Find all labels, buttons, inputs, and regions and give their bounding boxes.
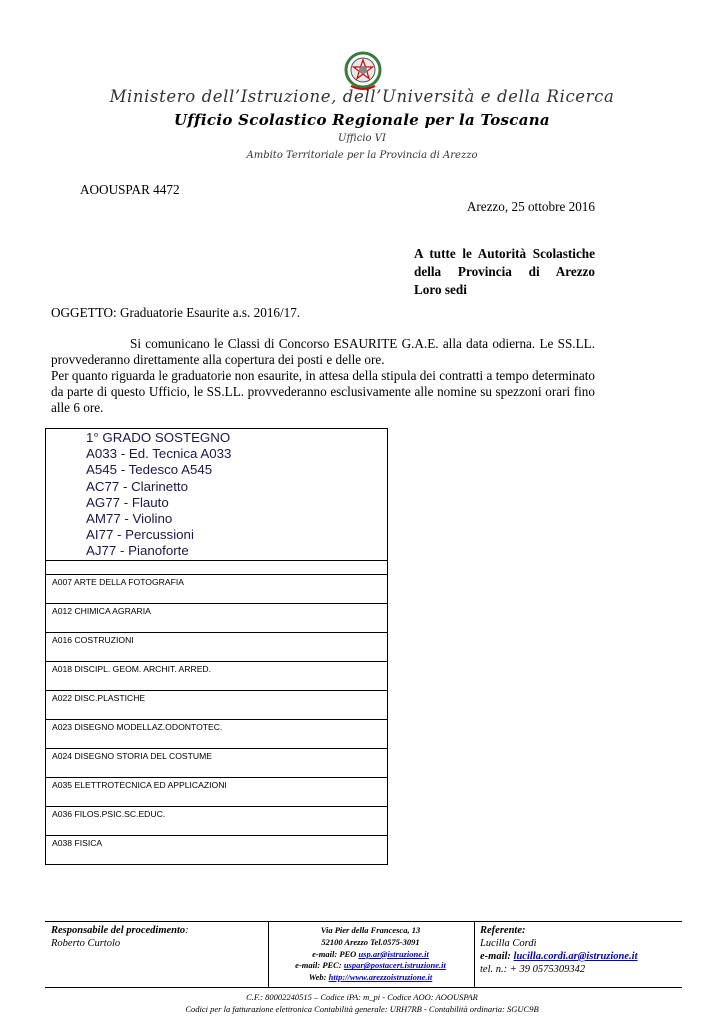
letter-date: Arezzo, 25 ottobre 2016 [466, 199, 595, 214]
table-cell: A007 ARTE DELLA FOTOGRAFIA [46, 574, 388, 603]
table-row [46, 560, 388, 574]
table-row [46, 690, 388, 719]
responsible-colon: : [185, 925, 189, 936]
ministry-name: Ministero dell’Istruzione, dell’Università e della Ricerca [109, 87, 615, 106]
pec-email-link[interactable]: uspar@postacert.istruzione.it [343, 960, 446, 971]
referent-email-link[interactable]: lucilla.cordi.ar@istruzione.it [513, 951, 638, 962]
referent-phone: tel. n.: + 39 0575309342 [480, 964, 586, 975]
office-contacts [268, 925, 473, 984]
footer-divider [45, 987, 682, 988]
table-row [46, 661, 388, 690]
responsible-block [51, 924, 264, 950]
table-cell: A018 DISCIPL. GEOM. ARCHIT. ARRED. [46, 661, 388, 690]
responsible-label: Responsabile del procedimento [51, 925, 186, 936]
fiscal-code-line: C.F.: 80002240515 – Codice iPA: m_pi - Codice AOO: AOOUSPAR [246, 992, 478, 1002]
table-row [46, 574, 388, 603]
table-cell: A016 COSTRUZIONI [46, 632, 388, 661]
exhausted-classes-cell [46, 429, 388, 561]
addressee-line: della Provincia di Arezzo [414, 264, 595, 279]
protocol-number: AOOUSPAR 4472 [80, 182, 180, 197]
table-cell: A022 DISC.PLASTICHE [46, 690, 388, 719]
exhausted-class-item: AC77 - Clarinetto [86, 478, 188, 494]
office-division: Ufficio VI [338, 133, 386, 144]
table-cell: A038 FISICA [46, 835, 388, 864]
exhausted-class-item: A545 - Tedesco A545 [86, 462, 213, 478]
exhausted-class-item: AM77 - Violino [86, 511, 173, 527]
website-link[interactable]: http://www.arezzoistruzione.it [328, 972, 433, 983]
competition-classes-table [45, 428, 388, 865]
office-city-tel: 52100 Arezzo Tel.0575-3091 [321, 936, 420, 947]
table-row [46, 777, 388, 806]
footer-separator [474, 921, 475, 987]
exhausted-class-item: AI77 - Percussioni [86, 527, 194, 543]
referent-label: Referente: [480, 925, 526, 936]
table-row [46, 632, 388, 661]
table-cell: A036 FILOS.PSIC.SC.EDUC. [46, 806, 388, 835]
table-row [46, 429, 388, 561]
addressee-line: A tutte le Autorità Scolastiche [414, 246, 595, 261]
billing-codes-line: Codici per la fatturazione elettronica Contabilità generale: URH7RB - Contabilità ordinaria: SGUC9B [185, 1003, 539, 1014]
table-row [46, 603, 388, 632]
regional-office-name: Ufficio Scolastico Regionale per la Toscana [174, 111, 550, 129]
table-row [46, 806, 388, 835]
table-cell [46, 560, 388, 574]
exhausted-class-item: A033 - Ed. Tecnica A033 [86, 446, 232, 462]
referent-name: Lucilla Cordì [480, 938, 537, 949]
pec-label: e-mail: PEC: [295, 960, 344, 971]
referent-email-label: e-mail: [480, 951, 514, 962]
web-label: Web: [308, 972, 329, 983]
fiscal-codes [0, 992, 724, 1015]
table-row [46, 748, 388, 777]
table-row [46, 835, 388, 864]
exhausted-class-item: AJ77 - Pianoforte [86, 543, 189, 559]
addressee-line: Loro sedi [414, 282, 467, 297]
responsible-name: Roberto Curtolo [51, 938, 121, 949]
peo-label: e-mail: PEO [312, 948, 359, 959]
table-cell: A035 ELETTROTECNICA ED APPLICAZIONI [46, 777, 388, 806]
office-address: Via Pier della Francesca, 13 [320, 925, 421, 935]
letter-body [51, 336, 595, 416]
footer-divider [45, 921, 682, 922]
table-cell: A024 DISEGNO STORIA DEL COSTUME [46, 748, 388, 777]
exhausted-class-item: 1° GRADO SOSTEGNO [86, 430, 231, 445]
addressee-block [414, 245, 595, 299]
exhausted-class-item: AG77 - Flauto [86, 494, 169, 510]
peo-email-link[interactable]: usp.ar@istruzione.it [358, 948, 429, 959]
paragraph: Per quanto riguarda le graduatorie non esaurite, in attesa della stipula dei contratti a tempo determinato da parte di questo Ufficio, le SS.LL. provvederanno esclusivamente alle nomine su spezzoni orari fino alle 6 ore. [51, 368, 595, 415]
table-cell: A012 CHIMICA AGRARIA [46, 603, 388, 632]
territorial-scope: Ambito Territoriale per la Provincia di Arezzo [246, 150, 478, 161]
italian-republic-emblem-icon [343, 50, 383, 92]
table-cell: A023 DISEGNO MODELLAZ.ODONTOTEC. [46, 719, 388, 748]
referent-block [480, 924, 690, 976]
subject-line: OGGETTO: Graduatorie Esaurite a.s. 2016/17. [51, 305, 301, 320]
table-row [46, 719, 388, 748]
paragraph: Si comunicano le Classi di Concorso ESAURITE G.A.E. alla data odierna. Le SS.LL. provvederanno direttamente alla copertura dei posti e delle ore. [51, 336, 595, 367]
